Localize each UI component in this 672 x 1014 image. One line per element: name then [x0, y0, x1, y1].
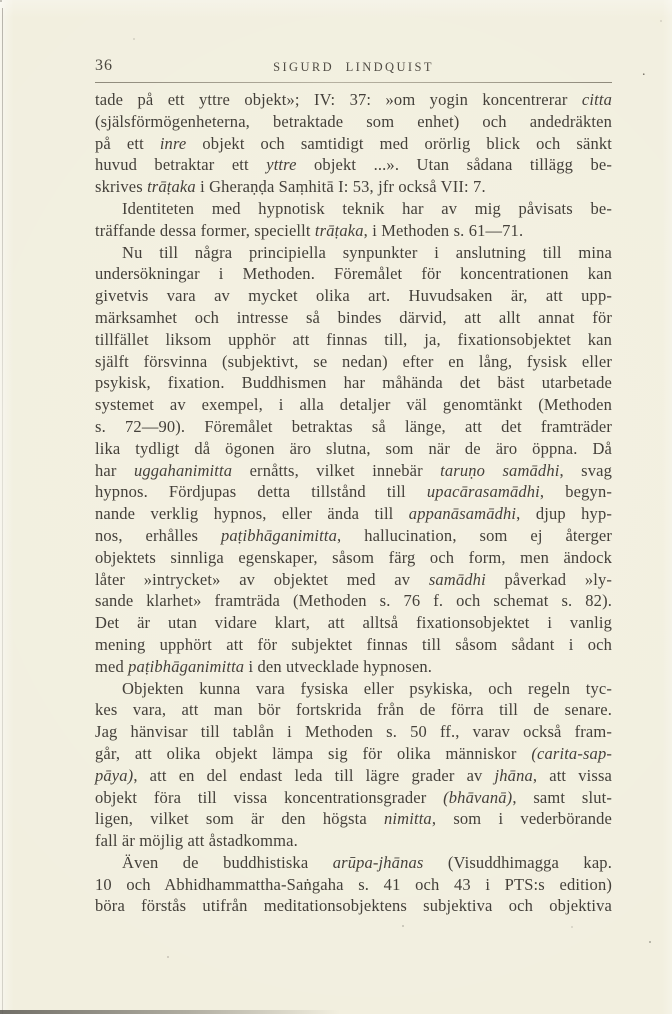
page-header — [95, 54, 612, 80]
text-line — [95, 394, 612, 416]
text-segment: påverkad »ly- — [485, 569, 612, 589]
text-segment: i den utvecklade hypnosen. — [244, 656, 433, 676]
text-block — [95, 89, 612, 917]
text-segment: sande klarhet» framträda (Methoden s. 76 f. och schemat s. 82). — [95, 591, 612, 611]
text-segment: träffande dessa former, speciellt — [95, 220, 315, 240]
text-line — [95, 874, 612, 896]
scan-left-edge — [2, 8, 3, 1014]
text-segment: mening upphört att för subjektet finnas till såsom sådant i och — [95, 634, 612, 654]
text-line — [95, 678, 612, 700]
text-segment: systemet av exempel, i alla detaljer väl genomtänkt (Methoden — [95, 395, 612, 415]
text-line — [95, 656, 612, 678]
scan-bottom-edge — [0, 1010, 340, 1014]
text-line — [95, 590, 612, 612]
text-segment: märksamhet och intresse så bindes därvid, att allt annat för — [95, 307, 612, 327]
text-line — [95, 634, 612, 656]
italic-term: (bhāvanā) — [443, 787, 513, 807]
text-line — [95, 787, 612, 809]
text-segment: lika tydligt då ögonen äro slutna, som när de äro öppna. Då — [95, 438, 612, 458]
text-line — [95, 569, 612, 591]
text-line — [95, 612, 612, 634]
text-line — [95, 830, 612, 852]
text-segment: skrives — [95, 177, 148, 197]
text-line — [95, 154, 612, 176]
text-segment: objekt och samtidigt med orörlig blick och sänkt — [186, 133, 612, 153]
header-rule — [95, 82, 612, 83]
italic-term: upacārasamādhi — [426, 482, 540, 502]
italic-term: citta — [581, 90, 612, 109]
text-line — [95, 765, 612, 787]
text-segment: låter »intrycket» av objektet med av — [95, 569, 429, 589]
text-segment: går, att olika objekt lämpa sig för olika människor — [95, 743, 532, 763]
text-segment: (Visuddhimagga kap. — [423, 852, 612, 872]
italic-term: nimitta — [384, 809, 432, 829]
text-line — [95, 547, 612, 569]
text-line — [95, 329, 612, 351]
text-segment: tillfället liksom upphör att finnas till, ja, fixationsobjektet kan — [95, 329, 612, 349]
text-segment: ligen, vilket som är den högsta — [95, 809, 385, 829]
text-line — [95, 89, 612, 111]
text-segment: huvud betraktar ett — [95, 155, 267, 175]
text-segment: kes vara, att man bör fortskrida från de förra till de senare. — [95, 700, 612, 720]
text-line — [95, 525, 612, 547]
italic-term: samādhi — [428, 569, 486, 589]
text-line — [95, 808, 612, 830]
text-line — [95, 416, 612, 438]
text-segment: , samt slut- — [512, 787, 612, 807]
text-segment: givetvis vara av mycket olika art. Huvudsaken är, att upp- — [95, 286, 612, 306]
text-line — [95, 460, 612, 482]
italic-term: jhāna — [494, 765, 533, 785]
text-line — [95, 176, 612, 198]
text-segment: Objekten kunna vara fysiska eller psykiska, och regeln tyc- — [122, 678, 612, 698]
text-segment: nande verklig hypnos, eller ända till — [95, 504, 409, 524]
text-line — [95, 481, 612, 503]
text-segment: , i Methoden s. 61—71. — [363, 220, 524, 240]
text-line — [95, 198, 612, 220]
stray-mark: . — [642, 64, 646, 79]
text-line — [95, 133, 612, 155]
text-line — [95, 503, 612, 525]
italic-term: inre — [159, 133, 187, 153]
italic-term: taruṇo samādhi — [440, 460, 560, 480]
italic-term: paṭibhāganimitta — [128, 656, 245, 676]
text-line — [95, 220, 612, 242]
text-segment: , begyn- — [539, 482, 612, 502]
text-segment: 10 och Abhidhammattha-Saṅgaha s. 41 och 43 i PTS:s edition) — [95, 874, 612, 894]
italic-term: pāya) — [95, 765, 134, 785]
text-line — [95, 111, 612, 133]
text-segment: Identiteten med hypnotisk teknik har av mig påvisats be- — [122, 198, 612, 218]
text-segment: hypnos. Fördjupas detta tillstånd till — [95, 482, 427, 502]
text-segment: nos, erhålles — [95, 525, 221, 545]
italic-term: yttre — [266, 155, 297, 175]
text-segment: Det är utan vidare klart, att alltså fixationsobjektet i vanlig — [95, 613, 612, 633]
text-segment: (själsförmögenheterna, betraktade som enhet) och andedräkten — [95, 111, 612, 131]
text-segment: objekt föra till vissa koncentrationsgrader — [95, 787, 444, 807]
italic-term: (carita-sap- — [531, 743, 612, 763]
text-line — [95, 285, 612, 307]
text-segment: böra förstås utifrån meditationsobjektens subjektiva och objektiva — [95, 896, 612, 916]
italic-term: paṭibhāganimitta — [220, 525, 338, 545]
text-line — [95, 263, 612, 285]
text-line — [95, 351, 612, 373]
running-title: SIGURD LINDQUIST — [273, 60, 434, 74]
text-segment: , djup hyp- — [516, 504, 612, 524]
text-line — [95, 743, 612, 765]
text-line — [95, 895, 612, 917]
text-segment: Även de buddhistiska — [122, 852, 333, 872]
text-segment: tade på ett yttre objekt»; IV: 37: »om yogin koncentrerar — [95, 90, 582, 109]
text-segment: s. 72—90). Föremålet betraktas så länge, att det framträder — [95, 416, 612, 436]
text-segment: , som i vederbörande — [431, 809, 612, 829]
text-line — [95, 242, 612, 264]
text-line — [95, 852, 612, 874]
text-segment: , att vissa — [532, 765, 612, 785]
text-segment: har — [95, 460, 134, 480]
text-segment: , hallucination, som ej återger — [337, 525, 613, 545]
text-segment: fall är möjlig att åstadkomma. — [95, 831, 298, 851]
paper-specks — [0, 0, 1, 1]
italic-term: arūpa-jhānas — [332, 852, 424, 872]
text-line — [95, 699, 612, 721]
italic-term: trāṭaka — [314, 220, 364, 240]
italic-term: appanāsamādhi — [408, 504, 517, 524]
italic-term: uggahanimitta — [133, 460, 233, 480]
text-segment: med — [95, 656, 129, 676]
text-segment: , svag — [559, 460, 612, 480]
page-number: 36 — [95, 57, 113, 74]
text-segment: objekt ...». Utan sådana tillägg be- — [296, 155, 612, 175]
text-segment: ernåtts, vilket innebär — [232, 460, 441, 480]
text-segment: psykisk, fixation. Buddhismen har måhända det bäst utarbetade — [95, 373, 612, 393]
text-line — [95, 372, 612, 394]
text-line — [95, 438, 612, 460]
text-segment: på ett — [95, 133, 160, 153]
text-line — [95, 721, 612, 743]
text-segment: objektets sinnliga egenskaper, såsom färg och form, men ändock — [95, 547, 612, 567]
text-segment: själft försvinna (subjektivt, se nedan) efter en lång, fysisk eller — [95, 351, 612, 371]
italic-term: trāṭaka — [147, 177, 196, 197]
text-segment: Jag hänvisar till tablån i Methoden s. 50 ff., varav också fram- — [95, 722, 612, 742]
text-segment: i Gheraṇḍa Saṃhitā I: 53, jfr också VII: 7. — [195, 177, 486, 197]
text-line — [95, 307, 612, 329]
text-segment: Nu till några principiella synpunkter i anslutning till mina — [122, 242, 612, 262]
text-segment: , att en del endast leda till lägre grader av — [133, 765, 495, 785]
text-segment: undersökningar i Methoden. Föremålet för koncentrationen kan — [95, 264, 612, 284]
